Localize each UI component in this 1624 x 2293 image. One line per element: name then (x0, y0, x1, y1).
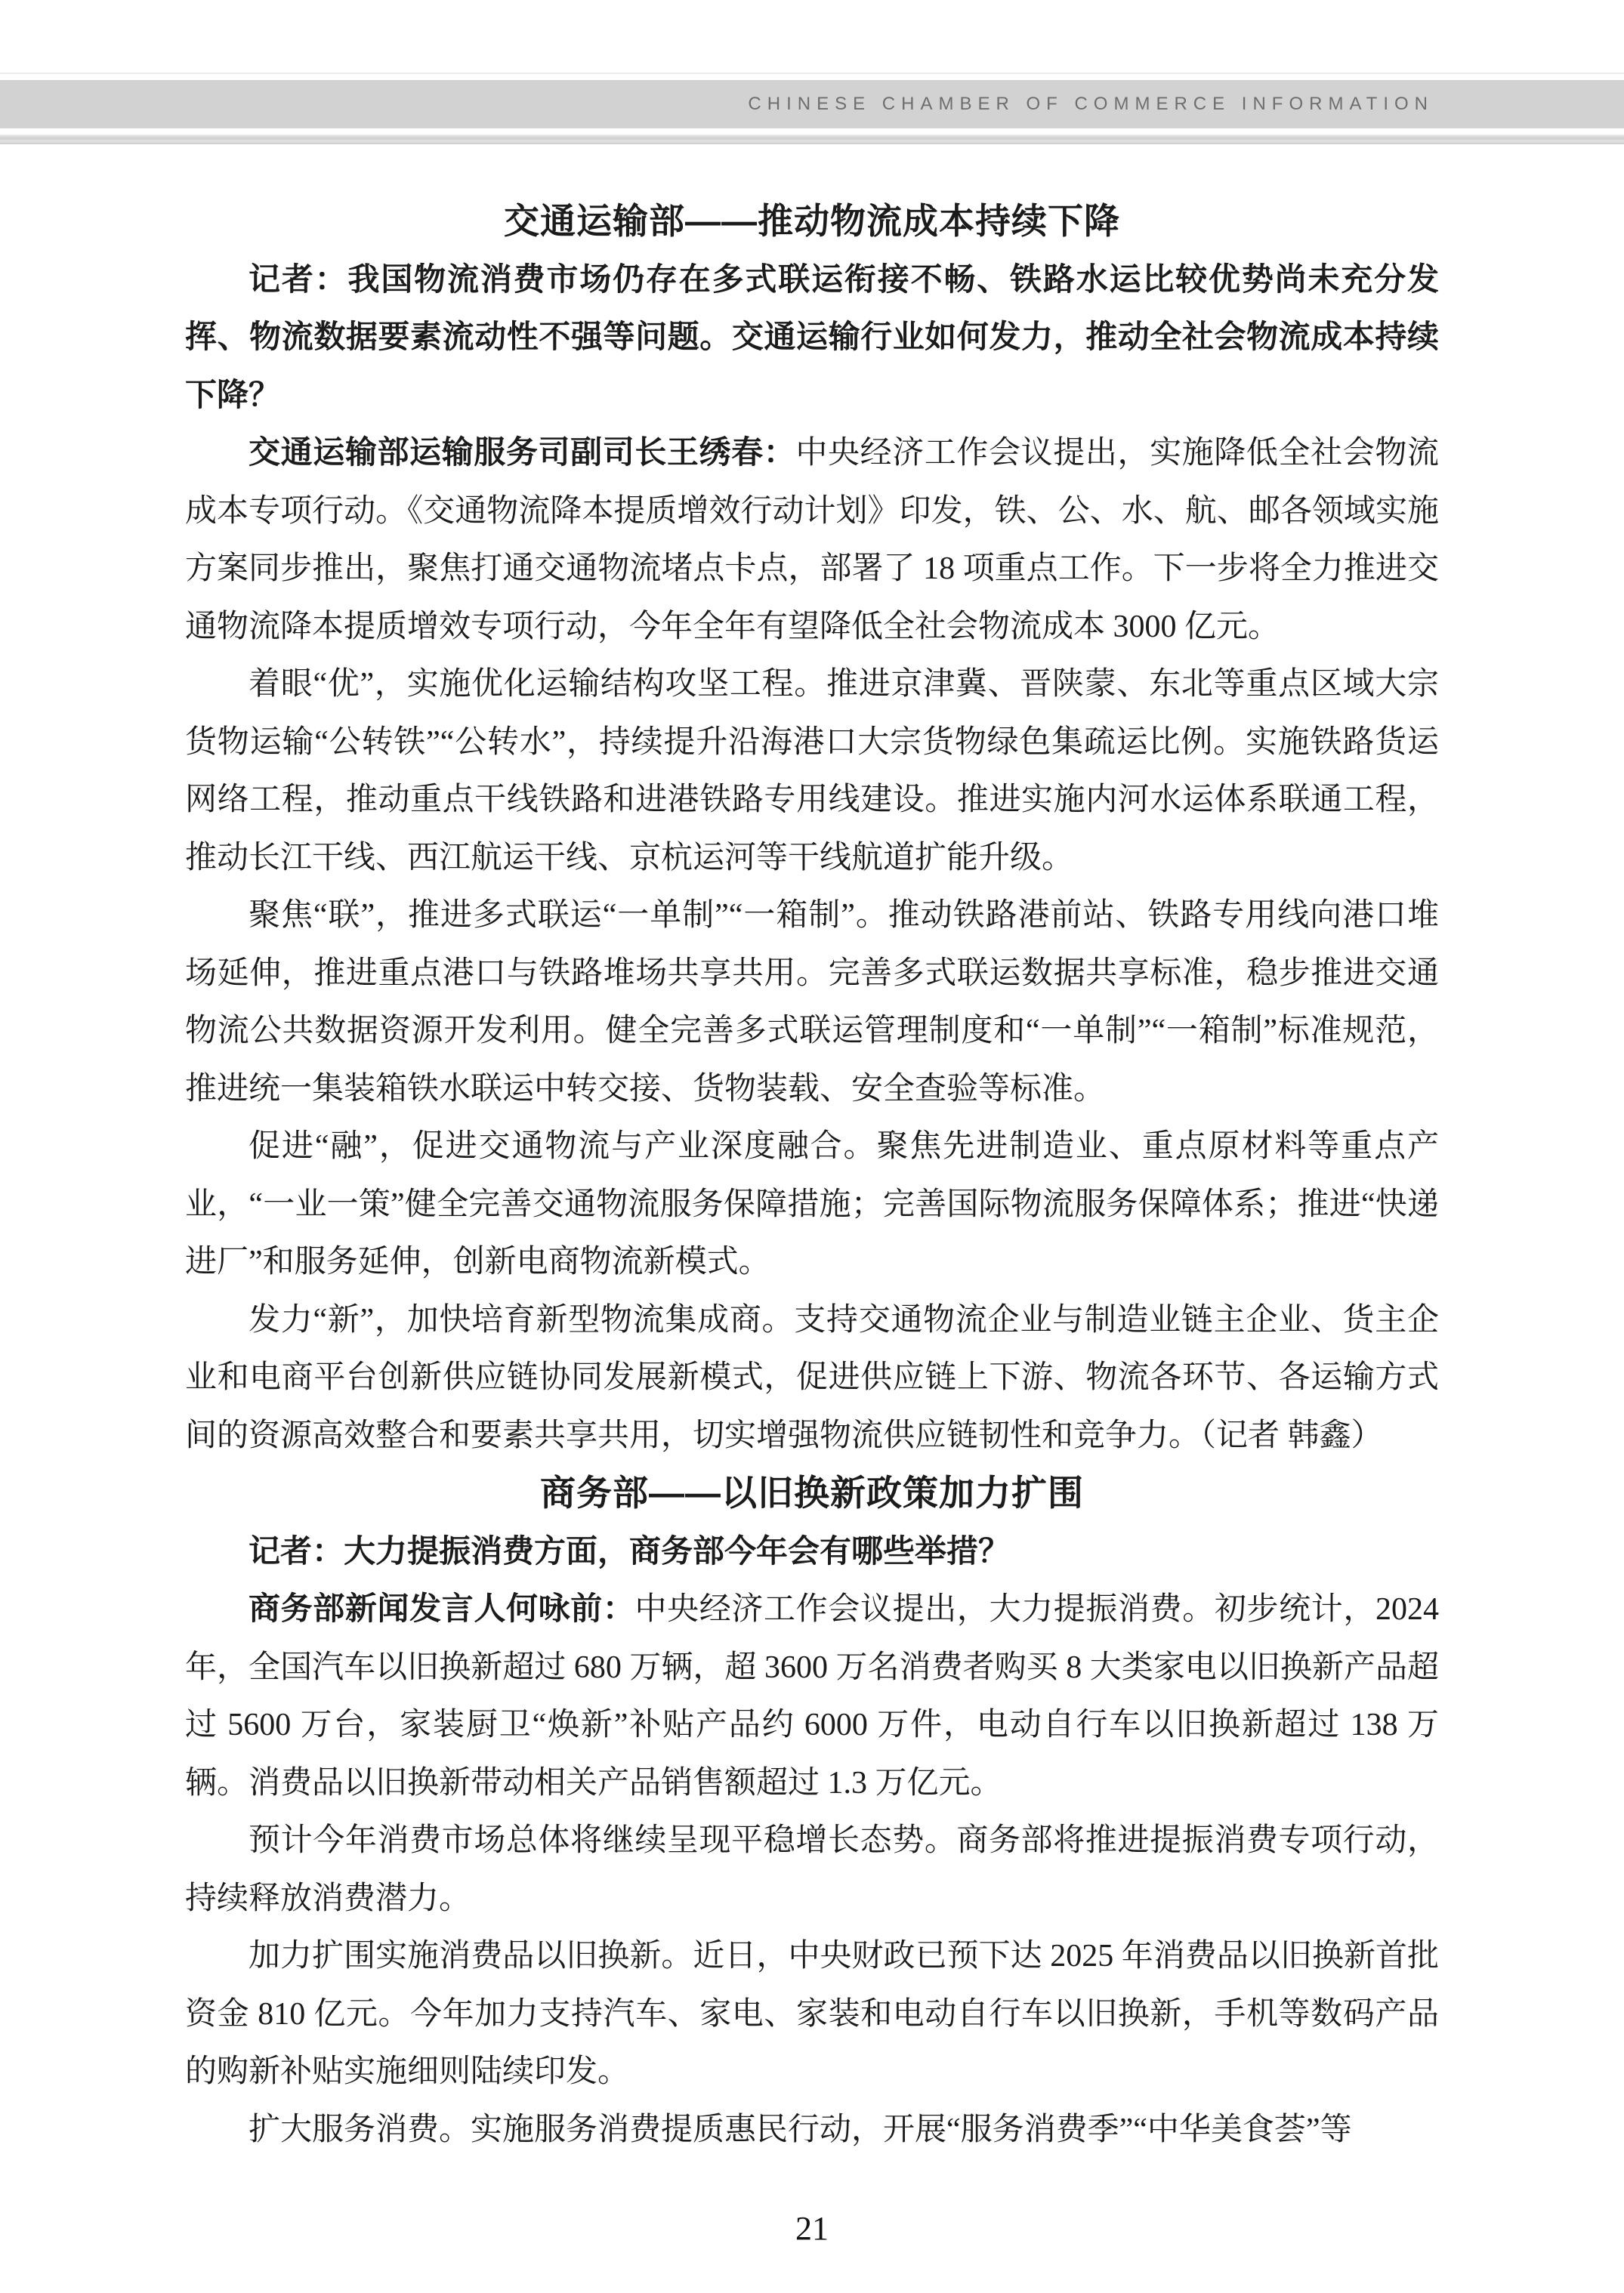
article2-speaker-lead: 商务部新闻发言人何咏前： (249, 1591, 635, 1626)
article1-answer-paragraph (185, 424, 1439, 656)
header-divider-band (0, 134, 1624, 144)
page-number: 21 (795, 2210, 829, 2247)
article1-question: 记者：我国物流消费市场仍存在多式联运衔接不畅、铁路水运比较优势尚未充分发挥、物流数据要素流动性不强等问题。交通运输行业如何发力，推动全社会物流成本持续下降？ (185, 261, 1439, 412)
article1-answer-paragraph: 发力“新”，加快培育新型物流集成商。支持交通物流企业与制造业链主企业、货主企业和电商平台创新供应链协同发展新模式，促进供应链上下游、物流各环节、各运输方式间的资源高效整合和要素共享共用，切实增强物流供应链韧性和竞争力。（记者 韩鑫） (185, 1302, 1439, 1453)
article2-title: 商务部——以旧换新政策加力扩围 (540, 1473, 1084, 1513)
page-content (185, 193, 1439, 2159)
article2-question: 记者：大力提振消费方面，商务部今年会有哪些举措？ (249, 1532, 1011, 1569)
article2-answer-paragraph: 扩大服务消费。实施服务消费提质惠民行动，开展“服务消费季”“中华美食荟”等 (249, 2112, 1352, 2147)
article1-answer-paragraph: 着眼“优”，实施优化运输结构攻坚工程。推进京津冀、晋陕蒙、东北等重点区域大宗货物运输“公转铁”“公转水”，持续提升沿海港口大宗货物绿色集疏运比例。实施铁路货运网络工程，推动重点干线铁路和进港铁路专用线建设。推进实施内河水运体系联通工程，推动长江干线、西江航运干线、京杭运河等干线航道扩能升级。 (185, 667, 1439, 875)
article1-answer-paragraph: 促进“融”，促进交通物流与产业深度融合。聚焦先进制造业、重点原材料等重点产业，“一业一策”健全完善交通物流服务保障措施；完善国际物流服务保障体系；推进“快递进厂”和服务延伸，创新电商物流新模式。 (185, 1129, 1439, 1279)
article1-speaker-lead: 交通运输部运输服务司副司长王绣春： (249, 434, 796, 470)
article2-answer-text: 中央经济工作会议提出，大力提振消费。初步统计，2024 年，全国汽车以旧换新超过 680 万辆，超 3600 万名消费者购买 8 大类家电以旧换新产品超过 5600 万台，家装厨卫“焕新”补贴产品约 6000 万件，电动自行车以旧换新超过 138 万辆。消费品以旧换新带动相关产品销售额超过 1.3 万亿元。 (185, 1592, 1439, 1801)
article2-answer-paragraph: 加力扩围实施消费品以旧换新。近日，中央财政已预下达 2025 年消费品以旧换新首批资金 810 亿元。今年加力支持汽车、家电、家装和电动自行车以旧换新，手机等数码产品的购新补贴实施细则陆续印发。 (185, 1939, 1439, 2089)
header-banner-text: CHINESE CHAMBER OF COMMERCE INFORMATION (748, 94, 1434, 114)
header-top-hairline (0, 73, 1624, 74)
article2-answer-paragraph (185, 1580, 1439, 1812)
article1-answer-text: 中央经济工作会议提出，实施降低全社会物流成本专项行动。《交通物流降本提质增效行动计划》印发，铁、公、水、航、邮各领域实施方案同步推出，聚焦打通交通物流堵点卡点，部署了 18 项重点工作。下一步将全力推进交通物流降本提质增效专项行动，今年全年有望降低全社会物流成本 3000 亿元。 (185, 436, 1439, 644)
article1-answer-paragraph: 聚焦“联”，推进多式联运“一单制”“一箱制”。推动铁路港前站、铁路专用线向港口堆场延伸，推进重点港口与铁路堆场共享共用。完善多式联运数据共享标准，稳步推进交通物流公共数据资源开发利用。健全完善多式联运管理制度和“一单制”“一箱制”标准规范，推进统一集装箱铁水联运中转交接、货物装载、安全查验等标准。 (185, 898, 1439, 1106)
article1-title: 交通运输部——推动物流成本持续下降 (504, 201, 1120, 241)
article2-answer-paragraph: 预计今年消费市场总体将继续呈现平稳增长态势。商务部将推进提振消费专项行动，持续释放消费潜力。 (185, 1823, 1439, 1916)
page-header-band (0, 80, 1624, 128)
